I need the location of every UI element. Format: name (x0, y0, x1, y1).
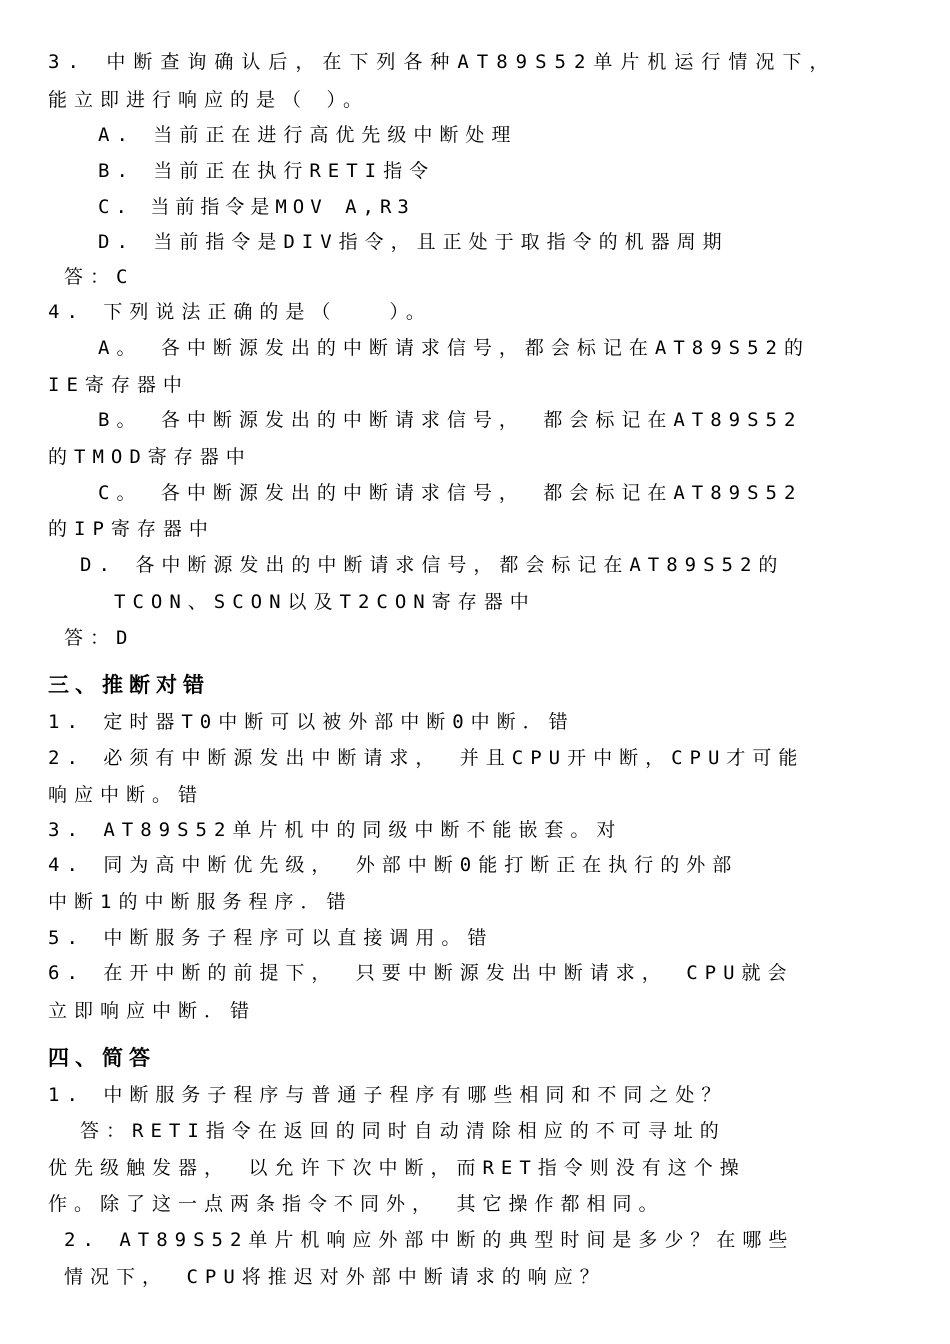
q3-option-a: A. 当前正在进行高优先级中断处理 (98, 124, 518, 146)
tf-item-6-line-1: 6. 在开中断的前提下， 只要中断源发出中断请求， CPU就会 (48, 962, 794, 984)
sa-question-1: 1. 中断服务子程序与普通子程序有哪些相同和不同之处？ (48, 1084, 728, 1106)
q4-option-d-line-2: TCON、SCON以及T2CON寄存器中 (114, 591, 536, 613)
q3-stem-line-2: 能立即进行响应的是（ ）。 (48, 89, 369, 111)
q3-option-c: C. 当前指令是MOV A,R3 (98, 196, 415, 218)
section-4-heading: 四、简答 (48, 1046, 156, 1070)
q4-option-a-line-2: IE寄存器中 (48, 374, 189, 396)
q3-answer: 答：C (64, 266, 135, 288)
q4-answer: 答：D (64, 627, 135, 649)
q4-option-c-line-2: 的IP寄存器中 (48, 518, 215, 540)
q4-option-b-line-1: B。 各中断源发出的中断请求信号， 都会标记在AT89S52 (98, 409, 803, 431)
q4-option-d-line-1: D. 各中断源发出的中断请求信号，都会标记在AT89S52的 (80, 554, 785, 576)
q3-stem-line-1: 3. 中断查询确认后，在下列各种AT89S52单片机运行情况下， (48, 51, 837, 73)
tf-item-3: 3. AT89S52单片机中的同级中断不能嵌套。对 (48, 819, 623, 841)
sa-answer-1-line-2: 优先级触发器， 以允许下次中断，而RET指令则没有这个操 (48, 1157, 746, 1179)
section-3-heading: 三、推断对错 (48, 673, 210, 697)
q4-stem: 4. 下列说法正确的是（ ）。 (48, 301, 432, 323)
q4-option-b-line-2: 的TMOD寄存器中 (48, 446, 252, 468)
tf-item-5: 5. 中断服务子程序可以直接调用。错 (48, 927, 494, 949)
tf-item-4-line-2: 中断1的中断服务程序．错 (48, 891, 353, 913)
sa-answer-1-line-3: 作。除了这一点两条指令不同外， 其它操作都相同。 (48, 1193, 665, 1215)
tf-item-1: 1. 定时器T0中断可以被外部中断0中断．错 (48, 711, 575, 733)
sa-question-2-line-2: 情况下， CPU将推迟对外部中断请求的响应？ (64, 1266, 606, 1288)
q3-option-d: D. 当前指令是DIV指令，且正处于取指令的机器周期 (98, 231, 729, 253)
tf-item-6-line-2: 立即响应中断．错 (48, 1000, 257, 1022)
sa-answer-1-line-1: 答：RETI指令在返回的同时自动清除相应的不可寻址的 (80, 1120, 726, 1142)
sa-question-2-line-1: 2. AT89S52单片机响应外部中断的典型时间是多少？在哪些 (64, 1229, 795, 1251)
q3-option-b: B. 当前正在执行RETI指令 (98, 160, 436, 182)
tf-item-4-line-1: 4. 同为高中断优先级， 外部中断0能打断正在执行的外部 (48, 854, 739, 876)
q4-option-c-line-1: C。 各中断源发出的中断请求信号， 都会标记在AT89S52 (98, 482, 803, 504)
tf-item-2-line-2: 响应中断。错 (48, 784, 205, 806)
tf-item-2-line-1: 2. 必须有中断源发出中断请求， 并且CPU开中断，CPU才可能 (48, 747, 805, 769)
q4-option-a-line-1: A。 各中断源发出的中断请求信号，都会标记在AT89S52的 (98, 337, 810, 359)
